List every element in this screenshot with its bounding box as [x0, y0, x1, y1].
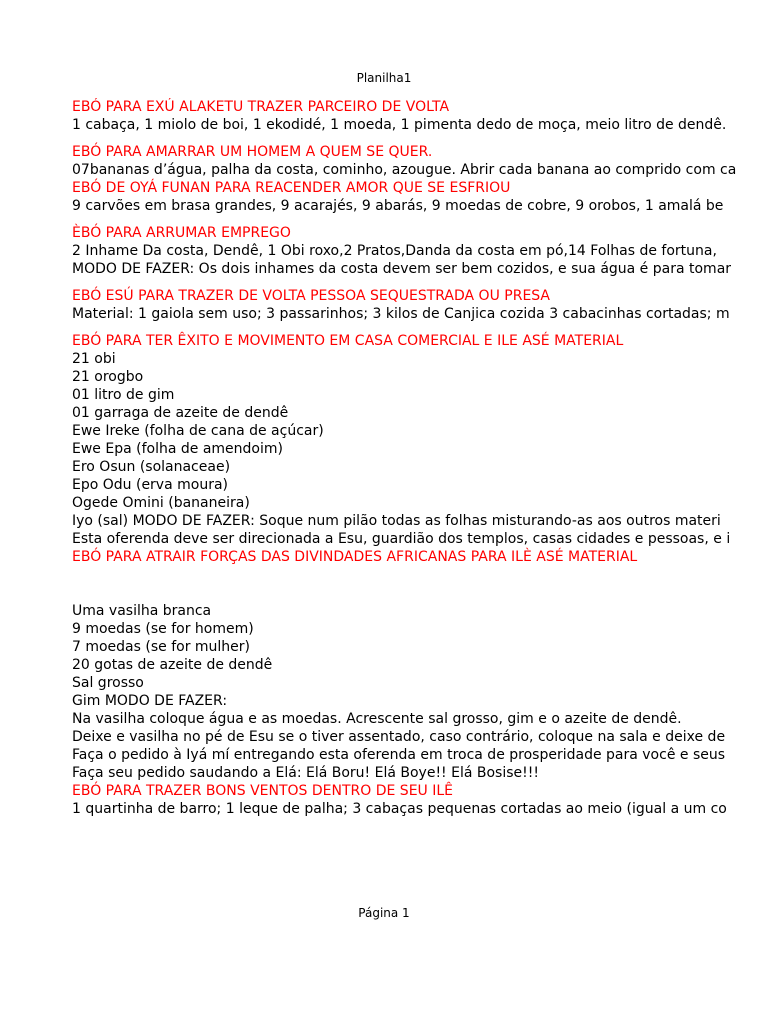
text-line: 2 Inhame Da costa, Dendê, 1 Obi roxo,2 Pratos,Danda da costa em pó,14 Folhas de fortuna,	[72, 243, 717, 259]
text-line: 1 quartinha de barro; 1 leque de palha; 3 cabaças pequenas cortadas ao meio (igual a um co	[72, 801, 727, 817]
text-line: Sal grosso	[72, 675, 144, 691]
text-line: 9 carvões em brasa grandes, 9 acarajés, 9 abarás, 9 moedas de cobre, 9 orobos, 1 amalá be	[72, 198, 724, 214]
text-line: Ewe Epa (folha de amendoim)	[72, 441, 283, 457]
document-body	[72, 98, 768, 818]
section-heading: EBÓ PARA TER ÊXITO E MOVIMENTO EM CASA COMERCIAL E ILE ASÉ MATERIAL	[72, 333, 624, 349]
text-line: 01 garraga de azeite de dendê	[72, 405, 289, 421]
text-line: Gim MODO DE FAZER:	[72, 693, 228, 709]
spacer	[72, 278, 768, 287]
spacer	[72, 215, 768, 224]
text-line: 01 litro de gim	[72, 387, 175, 403]
text-line: Uma vasilha branca	[72, 603, 212, 619]
spacer	[72, 584, 768, 602]
section-heading: EBÓ PARA AMARRAR UM HOMEM A QUEM SE QUER.	[72, 144, 433, 160]
spacer	[72, 323, 768, 332]
text-line: Epo Odu (erva moura)	[72, 477, 228, 493]
text-line: 21 orogbo	[72, 369, 144, 385]
text-line: Faça o pedido à Iyá mí entregando esta oferenda em troca de prosperidade para você e seus	[72, 747, 726, 763]
text-line: Iyo (sal) MODO DE FAZER: Soque num pilão todas as folhas misturando-as aos outros materi	[72, 513, 721, 529]
text-line: Material: 1 gaiola sem uso; 3 passarinhos; 3 kilos de Canjica cozida 3 cabacinhas cortadas; m	[72, 306, 730, 322]
text-line: Na vasilha coloque água e as moedas. Acrescente sal grosso, gim e o azeite de dendê.	[72, 711, 682, 727]
text-line: Deixe e vasilha no pé de Esu se o tiver assentado, caso contrário, coloque na sala e deixe de	[72, 729, 726, 745]
text-line: Esta oferenda deve ser direcionada a Esu, guardião dos templos, casas cidades e pessoas, e i	[72, 531, 731, 547]
section-heading: EBÓ DE OYÁ FUNAN PARA REACENDER AMOR QUE SE ESFRIOU	[72, 180, 511, 196]
text-line: Ero Osun (solanaceae)	[72, 459, 231, 475]
text-line: 7 moedas (se for mulher)	[72, 639, 251, 655]
section-heading: ÈBÓ PARA ARRUMAR EMPREGO	[72, 225, 291, 241]
text-line: 07bananas d’água, palha da costa, cominho, azougue. Abrir cada banana ao comprido com ca	[72, 162, 737, 178]
text-line: Ogede Omini (bananeira)	[72, 495, 250, 511]
text-line: 1 cabaça, 1 miolo de boi, 1 ekodidé, 1 moeda, 1 pimenta dedo de moça, meio litro de dendê.	[72, 117, 727, 133]
text-line: 21 obi	[72, 351, 116, 367]
page-number: Página 1	[358, 906, 410, 920]
text-line: MODO DE FAZER: Os dois inhames da costa devem ser bem cozidos, e sua água é para tomar	[72, 261, 732, 277]
spacer	[72, 134, 768, 143]
text-line: 9 moedas (se for homem)	[72, 621, 254, 637]
text-line: 20 gotas de azeite de dendê	[72, 657, 273, 673]
text-line: Ewe Ireke (folha de cana de açúcar)	[72, 423, 324, 439]
section-heading: EBÓ PARA ATRAIR FORÇAS DAS DIVINDADES AFRICANAS PARA ILÈ ASÉ MATERIAL	[72, 549, 638, 565]
section-heading: EBÓ ESÚ PARA TRAZER DE VOLTA PESSOA SEQUESTRADA OU PRESA	[72, 288, 551, 304]
section-heading: EBÓ PARA EXÚ ALAKETU TRAZER PARCEIRO DE VOLTA	[72, 99, 450, 115]
spacer	[72, 566, 768, 584]
section-heading: EBÓ PARA TRAZER BONS VENTOS DENTRO DE SEU ILÊ	[72, 783, 454, 799]
sheet-title: Planilha1	[356, 71, 412, 85]
text-line: Faça seu pedido saudando a Elá: Elá Boru! Elá Boye!! Elá Bosise!!!	[72, 765, 539, 781]
